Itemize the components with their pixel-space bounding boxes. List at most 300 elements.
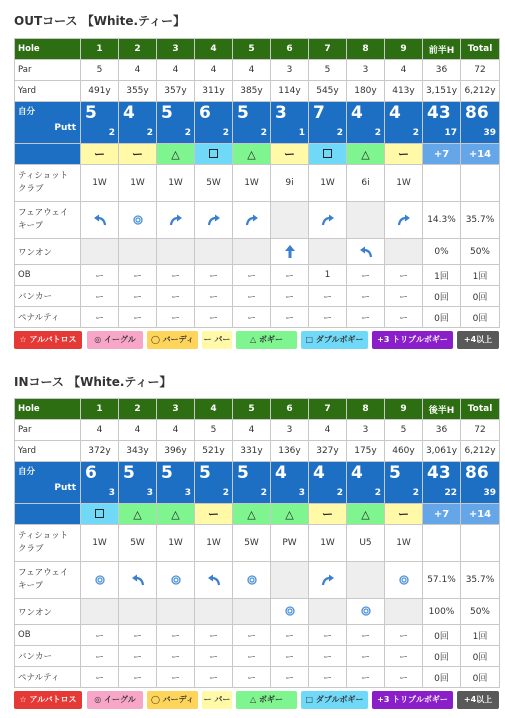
putt-count: 17: [444, 128, 457, 138]
penalty-value: ー: [157, 307, 195, 328]
legend-item: +4以上: [457, 331, 499, 349]
one-on-sum: 0%: [423, 239, 461, 265]
miss-right-arrow-icon: [207, 214, 221, 226]
putt-count: 3: [298, 488, 305, 498]
penalty-value: ー: [119, 307, 157, 328]
double-bogey-square-icon: [323, 149, 332, 158]
par-value: 3: [271, 60, 309, 81]
bunker-value: ー: [195, 286, 233, 307]
bunker-value: ー: [271, 646, 309, 667]
penalty-value: ー: [347, 307, 385, 328]
penalty-value: ー: [385, 307, 423, 328]
yard-value: 175y: [347, 441, 385, 462]
tee-club: 5W: [195, 165, 233, 202]
penalty-label: ペナルティ: [15, 667, 81, 688]
half-score-sum: [423, 102, 461, 144]
par-row: [15, 60, 500, 81]
result-mark: [347, 504, 385, 525]
result-mark: [233, 144, 271, 165]
ob-value: ー: [195, 265, 233, 286]
result-mark: [271, 144, 309, 165]
total-score: [461, 462, 500, 504]
stroke-count: 7: [313, 103, 325, 123]
bunker-total: 0回: [461, 286, 500, 307]
par-value: 5: [81, 60, 119, 81]
result-mark: [385, 504, 423, 525]
hole-number: 4: [195, 39, 233, 60]
bunker-row: [15, 646, 500, 667]
one-on-sum: 100%: [423, 599, 461, 625]
legend-item: ◎ イーグル: [87, 691, 143, 709]
tee-club: 1W: [385, 525, 423, 562]
one-on-result: [157, 599, 195, 625]
hole-score: [385, 462, 423, 504]
in-course-title: INコース 【White.ティー】: [14, 375, 172, 389]
total-label: Total: [461, 399, 500, 420]
stroke-count: 86: [465, 103, 489, 123]
yard-sum: 3,151y: [423, 81, 461, 102]
penalty-value: ー: [81, 307, 119, 328]
total-score: [461, 102, 500, 144]
one-on-result: [347, 239, 385, 265]
ob-sum: 0回: [423, 625, 461, 646]
fairway-total: 35.7%: [461, 202, 500, 239]
hole-score: [81, 102, 119, 144]
bogey-triangle-icon: △: [361, 507, 370, 521]
legend-item: ◎ イーグル: [87, 331, 143, 349]
fairway-result: [195, 562, 233, 599]
hole-number: 6: [271, 399, 309, 420]
miss-right-arrow-icon: [169, 214, 183, 226]
fairway-result: [157, 202, 195, 239]
one-on-result: [119, 599, 157, 625]
ob-value: ー: [385, 265, 423, 286]
ob-value: ー: [233, 265, 271, 286]
tee-club: 1W: [385, 165, 423, 202]
fairway-result: [119, 202, 157, 239]
putt-count: 2: [336, 488, 343, 498]
putt-count: 3: [108, 488, 115, 498]
penalty-value: ー: [233, 667, 271, 688]
hole-score: [271, 462, 309, 504]
par-total: 72: [461, 60, 500, 81]
in-legend: [14, 691, 504, 709]
result-mark: [81, 504, 119, 525]
in-scorecard-table: [14, 398, 500, 688]
hole-number: 6: [271, 39, 309, 60]
hole-number: 3: [157, 399, 195, 420]
par-value: 5: [195, 420, 233, 441]
yard-value: 331y: [233, 441, 271, 462]
own-label: [15, 102, 81, 144]
ob-value: ー: [157, 265, 195, 286]
putt-count: 2: [222, 488, 229, 498]
result-mark: [119, 144, 157, 165]
hole-number: 5: [233, 39, 271, 60]
one-on-result: [271, 599, 309, 625]
hole-number: 8: [347, 39, 385, 60]
hole-number: 9: [385, 399, 423, 420]
tee-club: 1W: [157, 525, 195, 562]
par-dash-icon: ー: [94, 148, 105, 161]
legend-item: △ ボギー: [236, 331, 297, 349]
result-mark: [195, 144, 233, 165]
bunker-value: ー: [81, 286, 119, 307]
one-on-result: [385, 599, 423, 625]
half-score-sum: [423, 462, 461, 504]
ob-value: ー: [385, 625, 423, 646]
fairway-hit-icon: [95, 575, 105, 585]
bunker-value: ー: [195, 646, 233, 667]
hole-number: 2: [119, 39, 157, 60]
stroke-count: 5: [85, 103, 97, 123]
fairway-row: [15, 562, 500, 599]
putt-count: 22: [444, 488, 457, 498]
hole-score: [195, 102, 233, 144]
yard-value: 180y: [347, 81, 385, 102]
one-on-label: ワンオン: [15, 599, 81, 625]
out-scorecard-table: [14, 38, 500, 328]
club-sum-empty: [423, 525, 461, 562]
yard-label: Yard: [15, 81, 81, 102]
tee-club-row: [15, 165, 500, 202]
bogey-triangle-icon: △: [171, 507, 180, 521]
fairway-result: [347, 562, 385, 599]
penalty-value: ー: [271, 307, 309, 328]
yard-label: Yard: [15, 441, 81, 462]
out-legend: [14, 331, 504, 349]
stroke-count: 5: [237, 103, 249, 123]
tee-club-row: [15, 525, 500, 562]
fairway-result: [233, 562, 271, 599]
result-mark: [271, 504, 309, 525]
ob-label: OB: [15, 265, 81, 286]
fairway-hit-icon: [399, 575, 409, 585]
yard-total: 6,212y: [461, 81, 500, 102]
total-label: Total: [461, 39, 500, 60]
one-on-result: [195, 239, 233, 265]
total-diff: +14: [461, 504, 500, 525]
ob-value: ー: [81, 625, 119, 646]
ob-row: [15, 625, 500, 646]
legend-item: △ ボギー: [236, 691, 297, 709]
par-value: 4: [157, 420, 195, 441]
tee-club: 1W: [81, 525, 119, 562]
stroke-count: 5: [123, 463, 135, 483]
tee-club: 6i: [347, 165, 385, 202]
ob-value: ー: [119, 265, 157, 286]
penalty-value: ー: [195, 307, 233, 328]
result-mark: [347, 144, 385, 165]
hole-row: [15, 399, 500, 420]
par-dash-icon: ー: [398, 148, 409, 161]
hole-label: Hole: [15, 399, 81, 420]
stroke-count: 4: [275, 463, 287, 483]
result-mark: [385, 144, 423, 165]
stroke-count: 4: [351, 103, 363, 123]
putt-count: 2: [184, 128, 191, 138]
green-hit-icon: [361, 606, 371, 616]
yard-value: 136y: [271, 441, 309, 462]
miss-left-arrow-icon: [93, 214, 107, 226]
putt-count: 2: [412, 128, 419, 138]
miss-right-arrow-icon: [397, 214, 411, 226]
own-label: [15, 462, 81, 504]
ob-row: [15, 265, 500, 286]
one-on-result: [233, 599, 271, 625]
own-score-row: [15, 102, 500, 144]
fairway-sum: 14.3%: [423, 202, 461, 239]
penalty-total: 0回: [461, 667, 500, 688]
result-mark: [157, 144, 195, 165]
half-diff: +7: [423, 504, 461, 525]
bunker-row: [15, 286, 500, 307]
penalty-value: ー: [385, 667, 423, 688]
hole-score: [195, 462, 233, 504]
penalty-sum: 0回: [423, 667, 461, 688]
hole-number: 2: [119, 399, 157, 420]
bunker-value: ー: [347, 286, 385, 307]
putt-count: 2: [374, 128, 381, 138]
putt-label-text: Putt: [54, 483, 76, 493]
par-value: 4: [233, 60, 271, 81]
hole-label: Hole: [15, 39, 81, 60]
result-mark: [81, 144, 119, 165]
bunker-sum: 0回: [423, 286, 461, 307]
yard-sum: 3,061y: [423, 441, 461, 462]
yard-total: 6,212y: [461, 441, 500, 462]
out-course-title: OUTコース 【White.ティー】: [14, 14, 186, 28]
penalty-value: ー: [233, 307, 271, 328]
one-on-result: [309, 599, 347, 625]
result-mark: [309, 504, 347, 525]
stroke-count: 5: [199, 463, 211, 483]
ob-value: ー: [81, 265, 119, 286]
result-mark: [195, 504, 233, 525]
miss-left-arrow-icon: [207, 574, 221, 586]
putt-count: 2: [374, 488, 381, 498]
total-diff: +14: [461, 144, 500, 165]
par-value: 4: [119, 420, 157, 441]
hole-number: 7: [309, 39, 347, 60]
ob-value: ー: [347, 625, 385, 646]
putt-count: 3: [184, 488, 191, 498]
ob-value: ー: [157, 625, 195, 646]
bunker-value: ー: [385, 286, 423, 307]
par-label: Par: [15, 60, 81, 81]
penalty-sum: 0回: [423, 307, 461, 328]
par-sum: 36: [423, 60, 461, 81]
stroke-count: 86: [465, 463, 489, 483]
par-dash-icon: ー: [208, 508, 219, 521]
double-bogey-square-icon: [209, 149, 218, 158]
club-sum-empty: [423, 165, 461, 202]
par-total: 72: [461, 420, 500, 441]
bogey-triangle-icon: △: [247, 507, 256, 521]
par-value: 4: [195, 60, 233, 81]
yard-value: 355y: [119, 81, 157, 102]
stroke-count: 5: [237, 463, 249, 483]
bogey-triangle-icon: △: [171, 147, 180, 161]
par-value: 4: [119, 60, 157, 81]
one-on-label: ワンオン: [15, 239, 81, 265]
par-dash-icon: ー: [398, 508, 409, 521]
double-bogey-square-icon: [95, 509, 104, 518]
putt-count: 2: [336, 128, 343, 138]
ob-sum: 1回: [423, 265, 461, 286]
tee-club: 1W: [233, 165, 271, 202]
one-on-result: [233, 239, 271, 265]
putt-count: 2: [146, 128, 153, 138]
putt-count: 39: [483, 128, 496, 138]
one-on-result: [347, 599, 385, 625]
bunker-value: ー: [157, 646, 195, 667]
putt-count: 2: [108, 128, 115, 138]
legend-item: +3 トリプルボギー: [372, 331, 453, 349]
par-dash-icon: ー: [322, 508, 333, 521]
legend-item: ☆ アルバトロス: [14, 691, 82, 709]
fairway-result: [385, 562, 423, 599]
par-value: 3: [347, 420, 385, 441]
fairway-result: [195, 202, 233, 239]
club-label: ティショット クラブ: [15, 525, 81, 562]
legend-item: +3 トリプルボギー: [372, 691, 453, 709]
result-mark: [233, 504, 271, 525]
mark-label-cell: [15, 144, 81, 165]
stroke-count: 4: [389, 103, 401, 123]
fairway-result: [347, 202, 385, 239]
yard-value: 327y: [309, 441, 347, 462]
ob-value: ー: [309, 625, 347, 646]
fairway-result: [271, 202, 309, 239]
stroke-count: 4: [313, 463, 325, 483]
legend-item: ー パー: [202, 691, 232, 709]
bunker-value: ー: [347, 646, 385, 667]
bunker-value: ー: [119, 646, 157, 667]
hole-score: [385, 102, 423, 144]
stroke-count: 4: [351, 463, 363, 483]
tee-club: PW: [271, 525, 309, 562]
bunker-value: ー: [385, 646, 423, 667]
hole-score: [81, 462, 119, 504]
putt-label-text: Putt: [54, 123, 76, 133]
penalty-total: 0回: [461, 307, 500, 328]
hole-number: 5: [233, 399, 271, 420]
yard-value: 385y: [233, 81, 271, 102]
ob-value: ー: [195, 625, 233, 646]
bunker-value: ー: [233, 286, 271, 307]
one-on-total: 50%: [461, 239, 500, 265]
fairway-result: [309, 562, 347, 599]
yard-value: 491y: [81, 81, 119, 102]
yard-value: 396y: [157, 441, 195, 462]
stroke-count: 5: [389, 463, 401, 483]
stroke-count: 4: [123, 103, 135, 123]
yard-value: 460y: [385, 441, 423, 462]
hole-score: [119, 102, 157, 144]
putt-count: 2: [412, 488, 419, 498]
fairway-label: フェアウェイ キープ: [15, 562, 81, 599]
miss-left-arrow-icon: [131, 574, 145, 586]
par-value: 4: [81, 420, 119, 441]
hole-score: [233, 102, 271, 144]
bogey-triangle-icon: △: [133, 507, 142, 521]
par-value: 4: [385, 60, 423, 81]
yard-value: 343y: [119, 441, 157, 462]
one-on-row: [15, 599, 500, 625]
tee-club: 1W: [309, 165, 347, 202]
legend-item: ー パー: [202, 331, 232, 349]
tee-club: 1W: [81, 165, 119, 202]
own-label-text: 自分: [18, 467, 36, 477]
half-sum-label: 後半H: [423, 399, 461, 420]
yard-value: 372y: [81, 441, 119, 462]
fairway-hit-icon: [133, 215, 143, 225]
bunker-label: バンカー: [15, 646, 81, 667]
par-value: 5: [309, 60, 347, 81]
stroke-count: 6: [85, 463, 97, 483]
par-value: 3: [347, 60, 385, 81]
ob-value: ー: [271, 265, 309, 286]
penalty-value: ー: [271, 667, 309, 688]
hole-number: 8: [347, 399, 385, 420]
tee-club: 5W: [233, 525, 271, 562]
one-on-result: [271, 239, 309, 265]
own-label-text: 自分: [18, 107, 36, 117]
penalty-value: ー: [309, 667, 347, 688]
one-on-result: [385, 239, 423, 265]
hole-row: [15, 39, 500, 60]
legend-item: ◯ バーディ: [147, 331, 198, 349]
hole-score: [309, 102, 347, 144]
result-mark: [309, 144, 347, 165]
par-value: 5: [385, 420, 423, 441]
bunker-value: ー: [81, 646, 119, 667]
yard-value: 545y: [309, 81, 347, 102]
bunker-label: バンカー: [15, 286, 81, 307]
bunker-value: ー: [271, 286, 309, 307]
penalty-value: ー: [81, 667, 119, 688]
penalty-value: ー: [309, 307, 347, 328]
penalty-row: [15, 667, 500, 688]
tee-club: 1W: [157, 165, 195, 202]
par-value: 4: [157, 60, 195, 81]
ob-value: ー: [119, 625, 157, 646]
yard-value: 311y: [195, 81, 233, 102]
ob-value: 1: [309, 265, 347, 286]
ob-total: 1回: [461, 625, 500, 646]
penalty-value: ー: [157, 667, 195, 688]
putt-count: 2: [260, 488, 267, 498]
hole-number: 1: [81, 39, 119, 60]
putt-count: 3: [146, 488, 153, 498]
club-total-empty: [461, 525, 500, 562]
tee-club: 5W: [119, 525, 157, 562]
tee-club: 1W: [309, 525, 347, 562]
ob-value: ー: [233, 625, 271, 646]
ob-label: OB: [15, 625, 81, 646]
penalty-value: ー: [195, 667, 233, 688]
stroke-count: 3: [275, 103, 287, 123]
one-on-result: [119, 239, 157, 265]
hole-score: [233, 462, 271, 504]
putt-count: 2: [222, 128, 229, 138]
stroke-count: 43: [427, 103, 451, 123]
yard-row: [15, 441, 500, 462]
hole-score: [157, 102, 195, 144]
par-label: Par: [15, 420, 81, 441]
fairway-result: [271, 562, 309, 599]
